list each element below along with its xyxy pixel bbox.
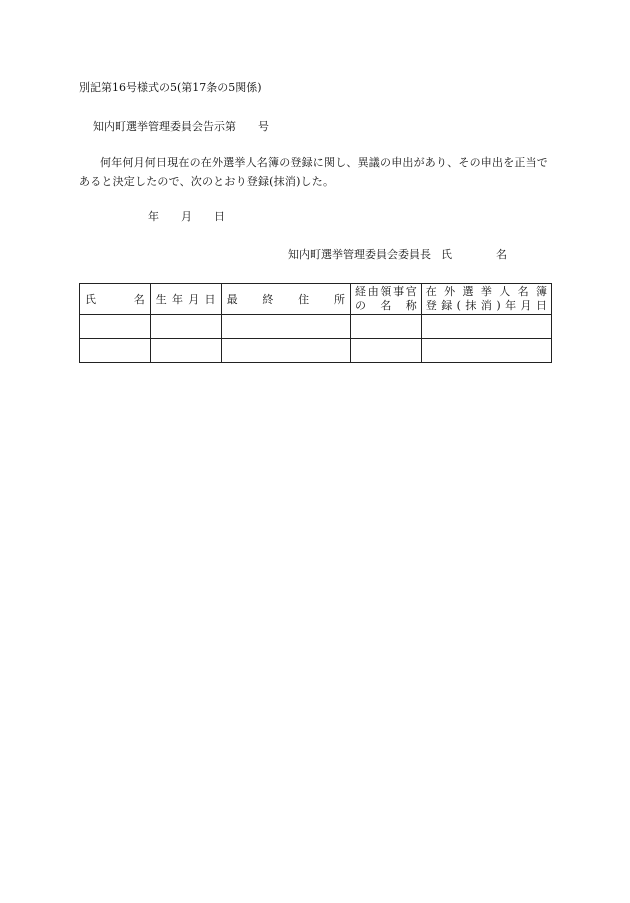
signature-mei: 名 [496, 248, 507, 261]
header-last-address [221, 284, 350, 315]
table-cell [80, 315, 151, 339]
header-registration-line1: 在外選挙人名簿 [425, 285, 547, 298]
header-address-char: 所 [333, 293, 345, 306]
form-heading: 別記第16号様式の5(第17条の5関係) [79, 81, 262, 94]
date-year: 年 [148, 210, 159, 223]
header-consulate-char: 名 [380, 299, 392, 312]
date-month: 月 [181, 210, 192, 223]
notice-suffix: 号 [258, 120, 269, 133]
signature-shi: 氏 [441, 248, 452, 261]
table-cell [221, 315, 350, 339]
header-registration-date [421, 284, 551, 315]
table-cell [150, 315, 221, 339]
notice-prefix: 知内町選挙管理委員会告示第 [93, 120, 236, 133]
header-birth-char: 月 [188, 293, 200, 306]
signature-title: 知内町選挙管理委員会委員長 [288, 248, 431, 261]
body-text: 何年何月何日現在の在外選挙人名簿の登録に関し、異議の申出があり、その申出を正当であると決定したので、次のとおり登録(抹消)した。 [79, 156, 548, 188]
header-name-char: 名 [133, 293, 145, 306]
table-cell [221, 339, 350, 363]
header-birth-char: 生 [155, 293, 167, 306]
header-birth-char: 年 [171, 293, 183, 306]
signature-line [288, 248, 507, 262]
header-consulate-char: の [355, 299, 366, 312]
table-cell [351, 315, 422, 339]
header-registration-line2: 登録(抹消)年月日 [425, 299, 547, 312]
header-name-char: 氏 [85, 293, 96, 306]
header-birth-char: 日 [204, 293, 216, 306]
header-birth-date [150, 284, 221, 315]
header-address-char: 住 [298, 293, 310, 306]
date-day: 日 [214, 210, 225, 223]
table-cell [80, 339, 151, 363]
table-cell [421, 315, 551, 339]
header-consulate-char: 称 [405, 299, 417, 312]
notice-number-line [93, 120, 269, 134]
header-name [80, 284, 151, 315]
table-row [80, 315, 552, 339]
table-cell [150, 339, 221, 363]
header-address-char: 終 [262, 293, 274, 306]
header-consulate-line1: 経由領事官 [355, 285, 417, 298]
table-cell [421, 339, 551, 363]
table-header-row [80, 284, 552, 315]
register-table [79, 283, 552, 363]
table-cell [351, 339, 422, 363]
header-consulate [351, 284, 422, 315]
date-line [148, 210, 225, 224]
table-row [80, 339, 552, 363]
header-address-char: 最 [226, 293, 238, 306]
